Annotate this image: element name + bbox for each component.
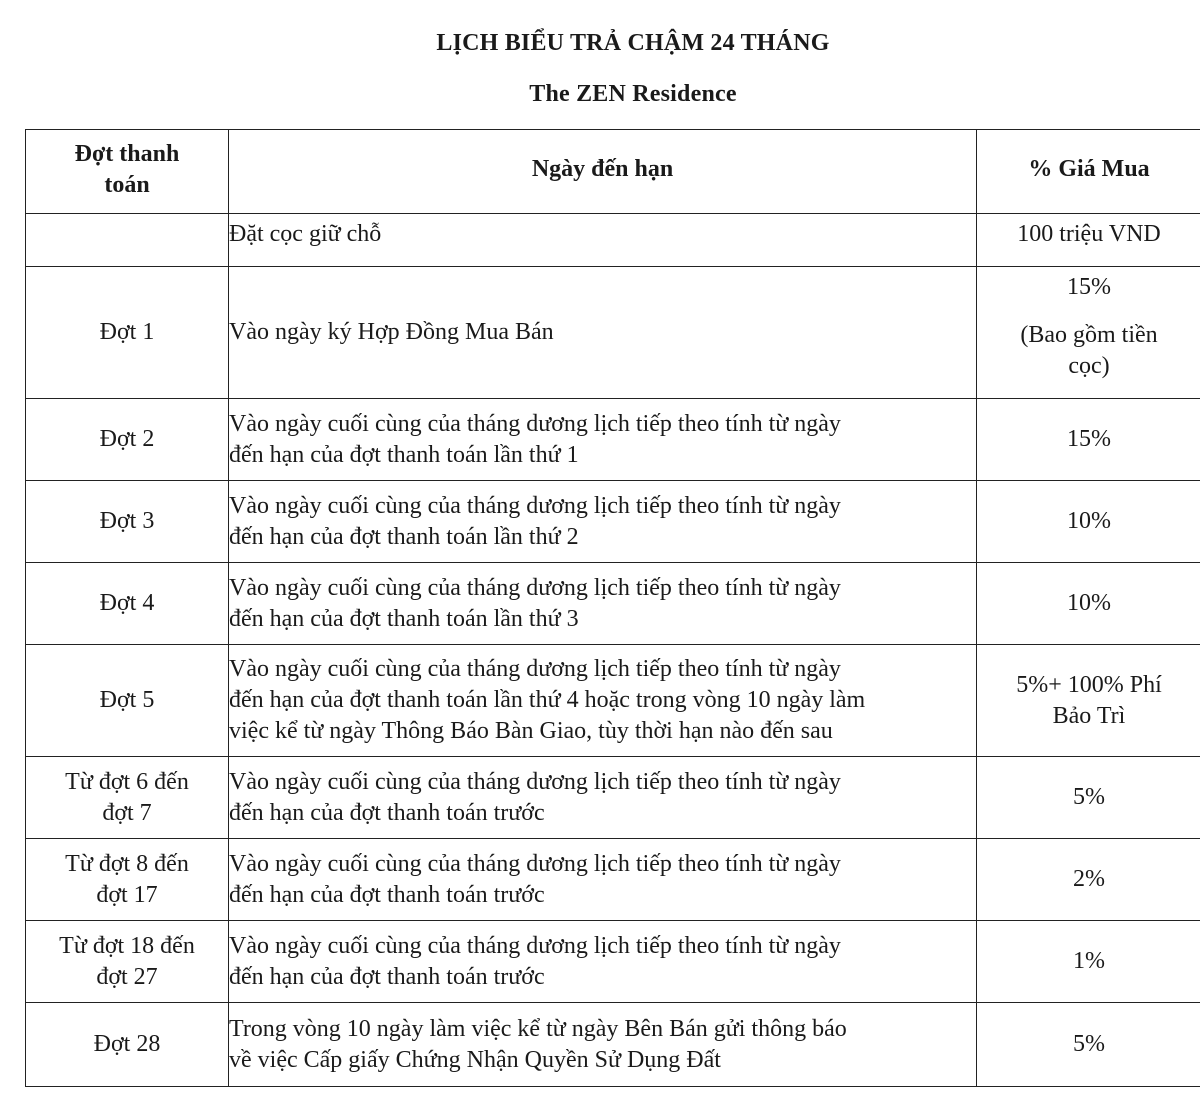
due-date-cell: Vào ngày ký Hợp Đồng Mua Bán — [229, 267, 977, 399]
percent-cell: 10% — [977, 563, 1200, 645]
percent-cell: 5%+ 100% Phí Bảo Trì — [977, 645, 1200, 757]
percent-cell: 15% — [977, 399, 1200, 481]
table-row — [26, 214, 1200, 267]
percent-cell: 5% — [977, 757, 1200, 839]
table-row — [26, 563, 1200, 645]
header-installment — [26, 130, 229, 214]
table-row — [26, 1003, 1200, 1087]
table-row — [26, 399, 1200, 481]
table-row — [26, 267, 1200, 399]
due-date-cell: Vào ngày cuối cùng của tháng dương lịch tiếp theo tính từ ngày đến hạn của đợt thanh toán lần thứ 2 — [229, 481, 977, 563]
percent-cell: 5% — [977, 1003, 1200, 1087]
header-purchase-percent: % Giá Mua — [977, 130, 1200, 214]
due-date-cell: Vào ngày cuối cùng của tháng dương lịch tiếp theo tính từ ngày đến hạn của đợt thanh toán lần thứ 1 — [229, 399, 977, 481]
stage-cell: Đợt 2 — [26, 399, 229, 481]
document-subtitle: The ZEN Residence — [529, 81, 737, 107]
table-row — [26, 481, 1200, 563]
table-row — [26, 839, 1200, 921]
percent-cell: 10% — [977, 481, 1200, 563]
percent-cell: 2% — [977, 839, 1200, 921]
percent-cell: 1% — [977, 921, 1200, 1003]
document-title: LỊCH BIỂU TRẢ CHẬM 24 THÁNG — [436, 30, 830, 56]
due-date-cell: Vào ngày cuối cùng của tháng dương lịch tiếp theo tính từ ngày đến hạn của đợt thanh toán lần thứ 3 — [229, 563, 977, 645]
due-date-cell: Vào ngày cuối cùng của tháng dương lịch tiếp theo tính từ ngày đến hạn của đợt thanh toán trước — [229, 921, 977, 1003]
header-installment-line-2: toán — [104, 171, 150, 198]
due-date-cell: Vào ngày cuối cùng của tháng dương lịch tiếp theo tính từ ngày đến hạn của đợt thanh toán lần thứ 4 hoặc trong vòng 10 ngày làm việc kể từ ngày Thông Báo Bàn Giao, tùy thời hạn nào đến sau — [229, 645, 977, 757]
percent-cell: 15% (Bao gồm tiền cọc) — [977, 267, 1200, 399]
stage-cell: Đợt 4 — [26, 563, 229, 645]
due-date-cell: Vào ngày cuối cùng của tháng dương lịch tiếp theo tính từ ngày đến hạn của đợt thanh toán trước — [229, 839, 977, 921]
stage-cell: Từ đợt 18 đến đợt 27 — [26, 921, 229, 1003]
table-header-row — [26, 130, 1200, 214]
header-installment-line-1: Đợt thanh — [74, 140, 180, 167]
due-date-cell: Đặt cọc giữ chỗ — [229, 214, 977, 267]
stage-cell: Đợt 1 — [26, 267, 229, 399]
table-row — [26, 645, 1200, 757]
due-date-cell: Trong vòng 10 ngày làm việc kể từ ngày Bên Bán gửi thông báo về việc Cấp giấy Chứng Nhận Quyền Sử Dụng Đất — [229, 1003, 977, 1087]
due-date-cell: Vào ngày cuối cùng của tháng dương lịch tiếp theo tính từ ngày đến hạn của đợt thanh toán trước — [229, 757, 977, 839]
stage-cell: Đợt 28 — [26, 1003, 229, 1087]
table-row — [26, 921, 1200, 1003]
percent-cell: 100 triệu VND — [977, 214, 1200, 267]
stage-cell — [26, 214, 229, 267]
stage-cell: Đợt 3 — [26, 481, 229, 563]
stage-cell: Từ đợt 8 đến đợt 17 — [26, 839, 229, 921]
stage-cell: Từ đợt 6 đến đợt 7 — [26, 757, 229, 839]
stage-cell: Đợt 5 — [26, 645, 229, 757]
payment-schedule-table — [25, 129, 1200, 1087]
table-row — [26, 757, 1200, 839]
header-due-date: Ngày đến hạn — [229, 130, 977, 214]
